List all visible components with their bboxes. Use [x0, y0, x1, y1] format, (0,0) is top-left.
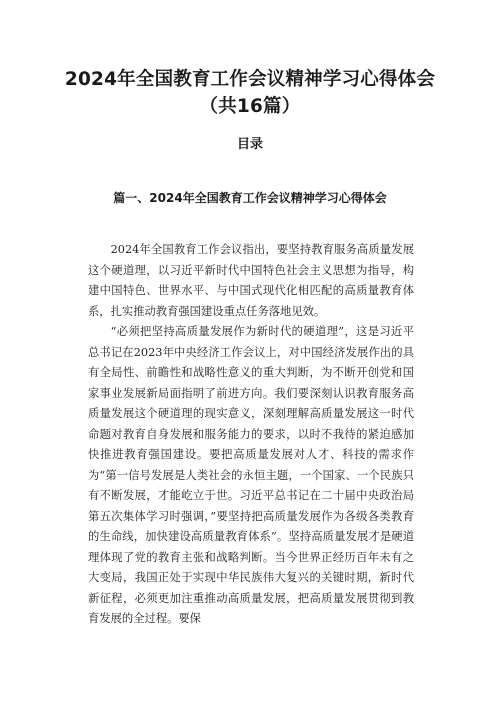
- toc-heading: 目录: [236, 137, 263, 152]
- paragraph: “必须把坚持高质量发展作为新时代的硬道理”，这是习近平总书记在2023年中央经济工作会议上，对中国经济发展作出的具有全局性、前瞻性和战略性意义的重大判断，为不断开创党和国家事业发展新局面指明了前进方向。我们要深刻认识教育服务高质量发展这个硬道理的现实意义，深刻理解高质量发展这一时代命题对教育自身发展和服务能力的要求，以时不我待的紧迫感加快推进教育强国建设。要把高质量发展对人才、科技的需求作为“第一信号发展是人类社会的永恒主题，一个国家、一个民族只有不断发展，才能屹立于世。习近平总书记在二十届中央政治局第五次集体学习时强调，”要坚持把高质量发展作为各级各类教育的生命线，加快建设高质量教育体系”。坚持高质量发展才是硬道理体现了党的教育主张和战略判断。当今世界正经历百年未有之大变局，我国正处于实现中华民族伟大复兴的关键时期，新时代新征程，必须更加注重推动高质量发展，把高质量发展贯彻到教育发展的全过程。要保: [88, 325, 414, 625]
- document-title: 2024年全国教育工作会议精神学习心得体会（共16篇）: [64, 69, 436, 117]
- section-heading: 篇一、2024年全国教育工作会议精神学习心得体会: [113, 191, 387, 205]
- body-text: [88, 240, 414, 630]
- paragraph: 2024年全国教育工作会议指出，要坚持教育服务高质量发展这个硬道理，以习近平新时代中国特色社会主义思想为指导，构建中国特色、世界水平、与中国式现代化相匹配的高质量教育体系，扎实推动教育强国建设重点任务落地见效。: [88, 243, 414, 318]
